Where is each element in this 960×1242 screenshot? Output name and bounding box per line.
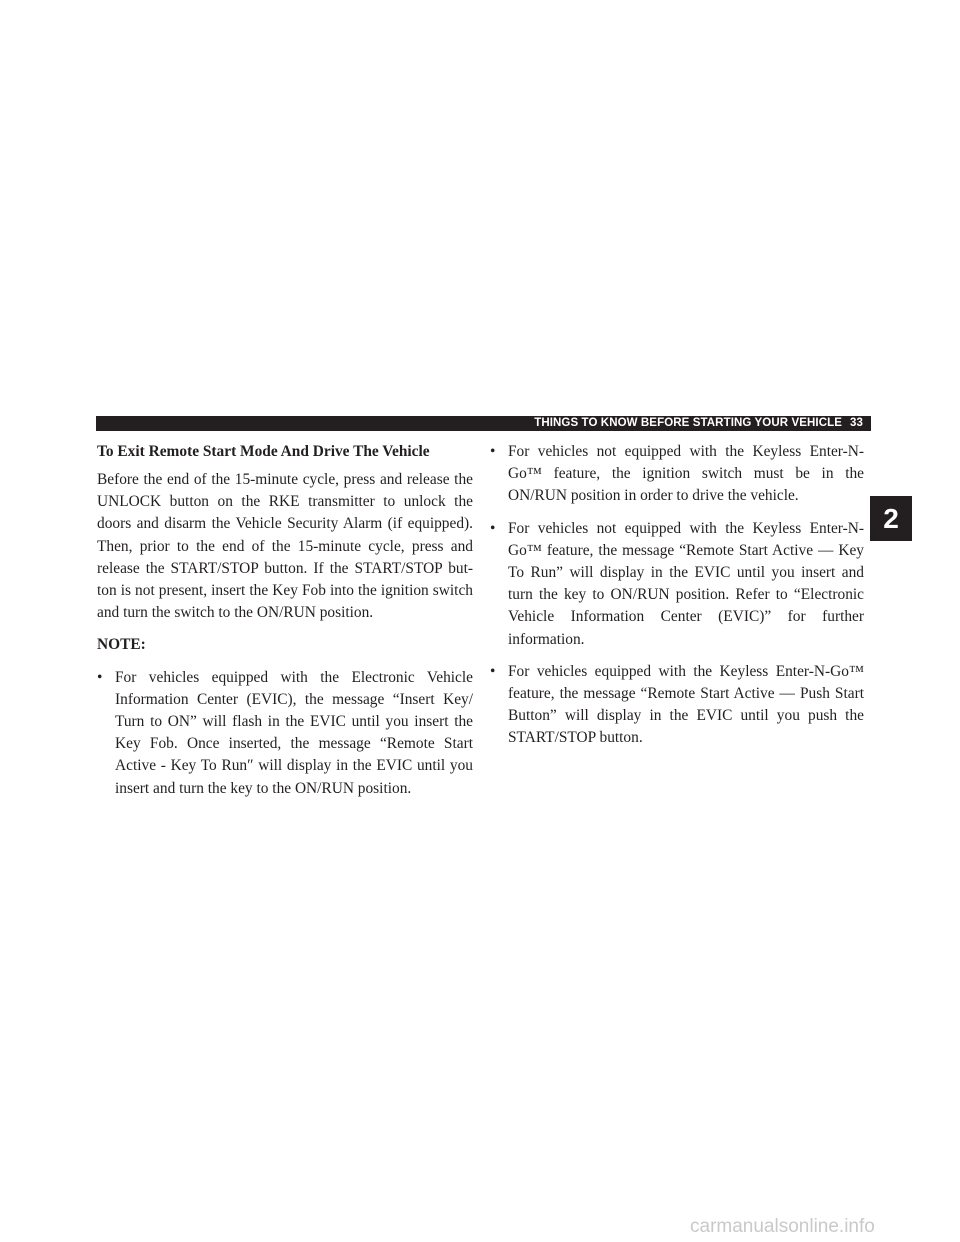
list-item [97,667,473,800]
list-item-text: For vehicles equipped with the Electronic Vehicle Information Center (EVIC), the message “Insert Key/ Turn to ON” will flash in the EVIC until you insert the Key Fob. Once inserted, the message “Remote Start Active - Key To Run″ will display in the EVIC until you insert and turn the key to the ON/RUN position. [115,668,473,797]
bullet-icon: • [490,662,496,680]
watermark: carmanualsonline.info [690,1216,875,1237]
bullet-icon: • [97,668,103,686]
page-number: 33 [850,417,863,429]
chapter-tab: 2 [870,496,912,541]
bullet-icon: • [490,519,496,537]
running-header [498,416,871,431]
list-item-text: For vehicles not equipped with the Keyless Enter-N-Go™ feature, the message “Remote Start Active — Key To Run” will display in the EVIC until you insert and turn the key to ON/RUN position. Refer to “Electronic Vehicle Information Center (EVIC)” for further information. [508,519,864,648]
section-heading: To Exit Remote Start Mode And Drive The Vehicle [97,443,430,460]
left-column [97,441,473,810]
list-item-text: For vehicles equipped with the Keyless Enter-N-Go™ feature, the message “Remote Start Active — Push Start Button” will display in the EVIC until you push the START/STOP button. [508,662,864,747]
list-item-text: For vehicles not equipped with the Keyless Enter-N-Go™ feature, the ignition switch must be in the ON/RUN position in order to drive the vehicle. [508,443,864,505]
right-column [490,441,864,760]
header-rule [96,416,498,431]
list-item [490,518,864,651]
list-item [490,661,864,750]
body-paragraph: Before the end of the 15-minute cycle, press and release the UNLOCK button on the RKE transmitter to unlock the doors and disarm the Vehicle Security Alarm (if equipped). Then, prior to the end of the 15-minute cycle, press and release the START/STOP button. If the START/STOP but-ton is not present, insert the Key Fob into the ignition switch and turn the switch to the ON/RUN position. [97,471,473,622]
list-item [490,441,864,508]
bullet-icon: • [490,443,496,460]
header-title: THINGS TO KNOW BEFORE STARTING YOUR VEHICLE [534,417,842,429]
note-label: NOTE: [97,636,146,654]
